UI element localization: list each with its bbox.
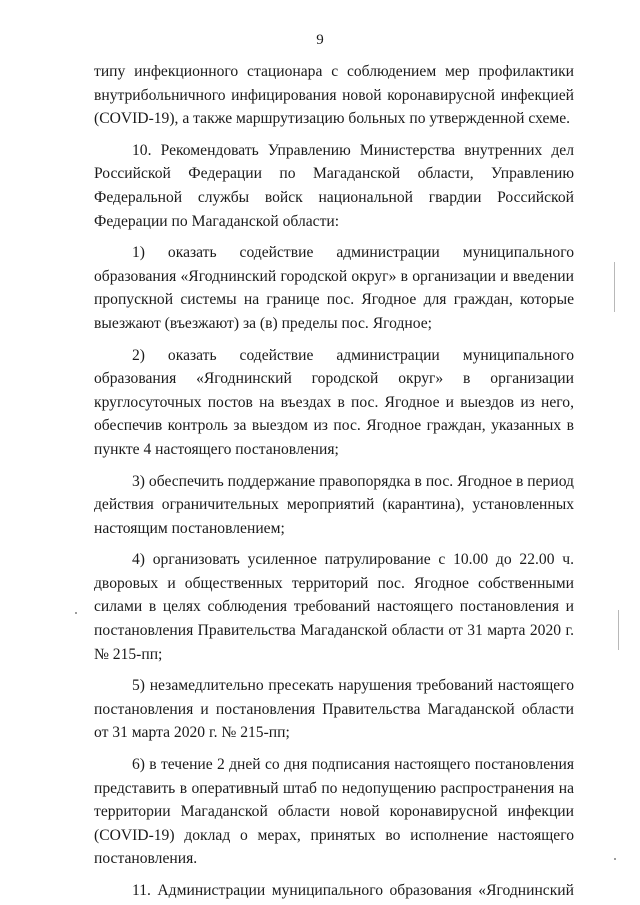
paragraph-item-11: 11. Администрации муниципального образования «Ягоднинский bbox=[132, 882, 574, 899]
paragraph-continuation: типу инфекционного стационара с соблюдением мер профилактики внутрибольничного инфицирования новой коронавирусной инфекцией (COVID-19), а также маршрутизацию больных по утвержденной схеме. bbox=[94, 63, 574, 128]
paragraph-subitem-6: 6) в течение 2 дней со дня подписания настоящего постановления представить в оперативный штаб по недопущению распространения на территории Магаданской области новой коронавирусной инфекции (COVID-19) доклад о мерах, принятых во исполнение настоящего постановления. bbox=[94, 756, 574, 868]
scan-artifact-right-1 bbox=[614, 262, 615, 312]
paragraph-subitem-5: 5) незамедлительно пресекать нарушения требований настоящего постановления и постановления Правительства Магаданской области от 31 марта 2020 г. № 215-пп; bbox=[94, 677, 574, 742]
scan-artifact-dot-2 bbox=[614, 858, 616, 860]
scan-artifact-right-2 bbox=[618, 610, 619, 650]
body-text bbox=[94, 60, 574, 903]
scan-artifact-dot-1 bbox=[75, 612, 77, 614]
paragraph-subitem-2: 2) оказать содействие администрации муниципального образования «Ягоднинский городской округ» в организации круглосуточных постов на въездах в пос. Ягодное и выездов из него, обеспечив контроль за выездом из пос. Ягодное граждан, указанных в пункте 4 настоящего постановления; bbox=[94, 346, 574, 458]
paragraph-subitem-4: 4) организовать усиленное патрулирование с 10.00 до 22.00 ч. дворовых и общественных территорий пос. Ягодное собственными силами в целях соблюдения требований настоящего постановления и постановления Правительства Магаданской области от 31 марта 2020 г. № 215-пп; bbox=[94, 551, 574, 663]
paragraph-subitem-1: 1) оказать содействие администрации муниципального образования «Ягоднинский городской округ» в организации и введении пропускной системы на границе пос. Ягодное для граждан, которые выезжают (въезжают) за (в) пределы пос. Ягодное; bbox=[94, 244, 574, 332]
page-number: 9 bbox=[316, 32, 324, 48]
paragraph-subitem-3: 3) обеспечить поддержание правопорядка в пос. Ягодное в период действия ограничительных мероприятий (карантина), установленных настоящим постановлением; bbox=[94, 472, 574, 537]
paragraph-item-10: 10. Рекомендовать Управлению Министерства внутренних дел Российской Федерации по Магаданской области, Управлению Федеральной службы войск национальной гвардии Российской Федерации по Магаданской области: bbox=[94, 141, 574, 230]
